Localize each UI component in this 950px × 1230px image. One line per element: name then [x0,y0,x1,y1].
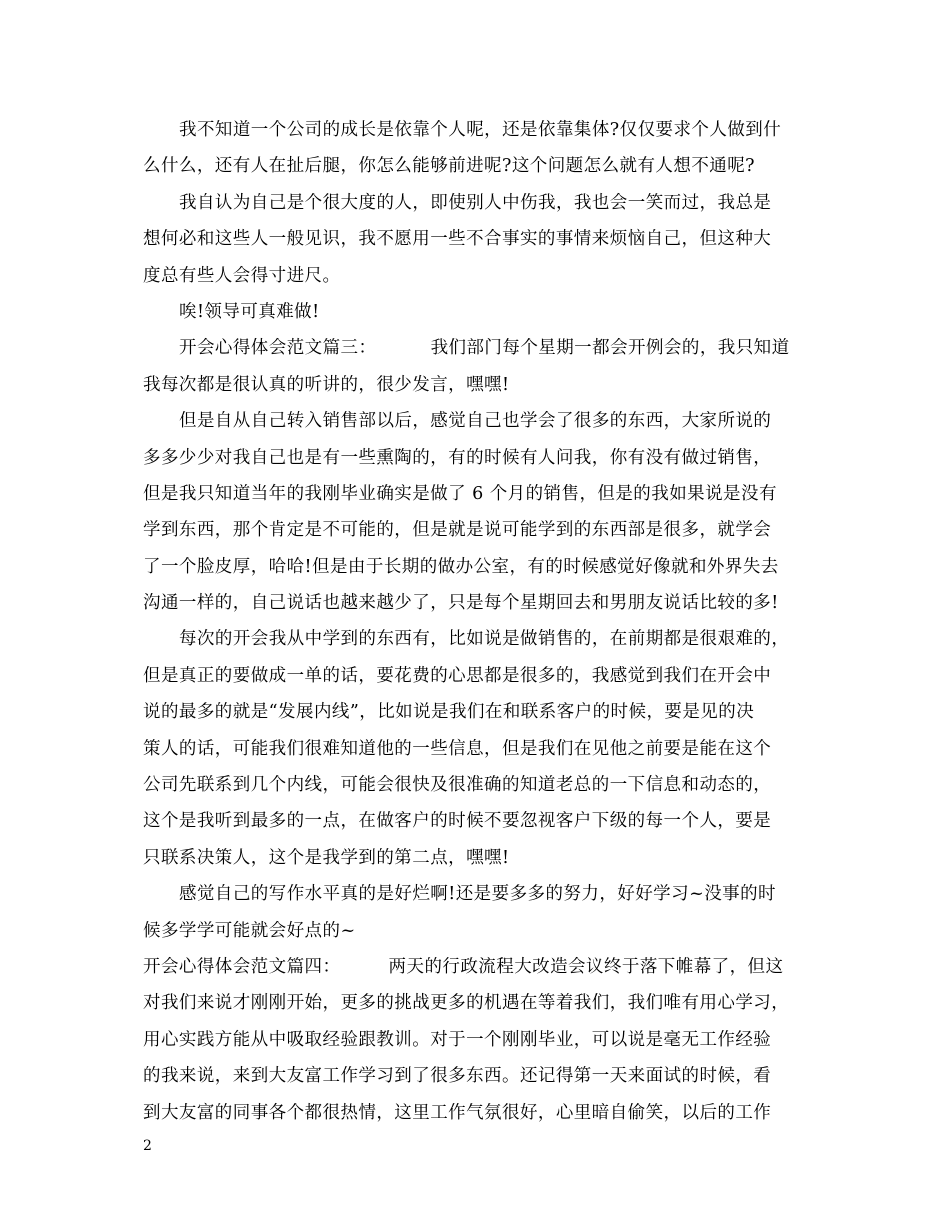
text-line: 到大友富的同事各个都很热情，这里工作气氛很好，心里暗自偷笑，以后的工作 [143,1102,772,1123]
text-line: 我自认为自己是个很大度的人，即使别人中伤我，我也会一笑而过，我总是 [179,192,772,213]
text-line: 策人的话，可能我们很难知道他的一些信息，但是我们在见他之前要是能在这个 [143,738,772,759]
page-number: 2 [143,1138,152,1154]
text-line: 但是真正的要做成一单的话，要花费的心思都是很多的，我感觉到我们在开会中 [143,665,772,686]
text-line: 唉!领导可真难做! [179,301,320,322]
text-line: 度总有些人会得寸进尺。 [143,265,341,286]
text-line: 但是我只知道当年的我刚毕业确实是做了 6 个月的销售，但是的我如果说是没有 [143,483,777,504]
text-line: 每次的开会我从中学到的东西有，比如说是做销售的，在前期都是很艰难的， [179,629,790,650]
text-line: 的我来说，来到大友富工作学习到了很多东西。还记得第一天来面试的时候，看 [143,1066,772,1087]
text-line: 开会心得体会范文篇四： 两天的行政流程大改造会议终于落下帷幕了，但这 [143,956,784,977]
text-line: 么什么，还有人在扯后腿，你怎么能够前进呢?这个问题怎么就有人想不通呢? [143,156,756,177]
text-line: 用心实践方能从中吸取经验跟教训。对于一个刚刚毕业，可以说是毫无工作经验 [143,1029,772,1050]
text-line: 候多学学可能就会好点的~ [143,920,356,941]
text-line: 我不知道一个公司的成长是依靠个人呢，还是依靠集体?仅仅要求个人做到什 [179,120,782,140]
text-line: 想何必和这些人一般见识，我不愿用一些不合事实的事情来烦恼自己，但这种大 [143,229,772,250]
text-line: 多多少少对我自己也是有一些熏陶的，有的时候有人问我，你有没有做过销售， [143,447,772,468]
text-line: 了一个脸皮厚，哈哈!但是由于长期的做办公室，有的时候感觉好像就和外界失去 [143,556,779,577]
text-line: 但是自从自己转入销售部以后，感觉自己也学会了很多的东西，大家所说的 [179,411,772,432]
text-line: 学到东西，那个肯定是不可能的，但是就是说可能学到的东西部是很多，就学会 [143,520,772,541]
text-line: 我每次都是很认真的听讲的，很少发言，嘿嘿! [143,374,510,395]
text-line: 感觉自己的写作水平真的是好烂啊!还是要多多的努力，好好学习~没事的时 [179,884,776,905]
text-line: 这个是我听到最多的一点，在做客户的时候不要忽视客户下级的每一个人，要是 [143,811,772,832]
text-line: 沟通一样的，自己说话也越来越少了，只是每个星期回去和男朋友说话比较的多! [143,593,779,614]
text-line: 开会心得体会范文篇三： 我们部门每个星期一都会开例会的，我只知道 [179,338,790,359]
body-text [143,112,825,1131]
text-line: 说的最多的就是“发展内线”，比如说是我们在和联系客户的时候，要是见的决 [143,702,755,723]
text-line: 对我们来说才刚刚开始，更多的挑战更多的机遇在等着我们，我们唯有用心学习， [143,993,790,1014]
text-line: 公司先联系到几个内线，可能会很快及很准确的知道老总的一下信息和动态的， [143,775,772,796]
text-line: 只联系决策人，这个是我学到的第二点，嘿嘿! [143,847,510,868]
